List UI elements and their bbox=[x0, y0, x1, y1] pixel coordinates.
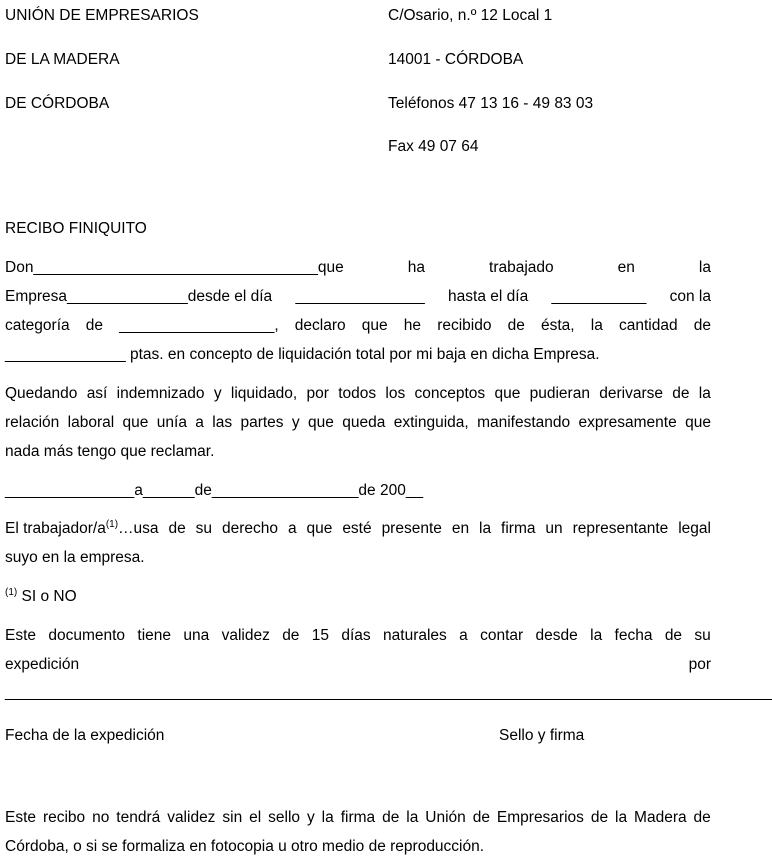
word: por bbox=[688, 656, 711, 673]
word: __________________, bbox=[119, 317, 279, 334]
word: Madera bbox=[634, 809, 687, 826]
word: en bbox=[451, 520, 470, 537]
word: de bbox=[382, 809, 400, 826]
paragraph-line bbox=[5, 379, 711, 408]
org-name-line-3: DE CÓRDOBA bbox=[5, 95, 110, 112]
word: _______________ bbox=[295, 288, 425, 305]
word: de bbox=[693, 809, 711, 826]
footnote-text: SI o NO bbox=[17, 588, 77, 605]
word: laboral bbox=[67, 414, 115, 431]
word: una bbox=[183, 627, 210, 644]
word: su bbox=[195, 520, 213, 537]
word: 15 bbox=[311, 627, 330, 644]
word: un bbox=[545, 520, 563, 537]
word: que bbox=[685, 414, 711, 431]
word-text: El trabajador/a bbox=[5, 520, 106, 537]
footnote-mark: (1) bbox=[105, 519, 119, 530]
place-date-line: _______________a______de_________________de 200__ bbox=[5, 482, 424, 499]
word: de bbox=[664, 627, 683, 644]
word: Este bbox=[5, 809, 37, 826]
word: pudieran bbox=[529, 385, 590, 402]
word: Empresa______________desde el día bbox=[5, 288, 273, 305]
word: sin bbox=[222, 809, 243, 826]
word: todos bbox=[338, 385, 377, 402]
word: la bbox=[406, 809, 419, 826]
paragraph-closing bbox=[5, 803, 711, 861]
word: legal bbox=[678, 520, 711, 537]
word: ___________ bbox=[551, 288, 647, 305]
word: presente bbox=[381, 520, 442, 537]
word: ha bbox=[407, 259, 426, 276]
word: fecha bbox=[614, 627, 653, 644]
word: la bbox=[615, 809, 628, 826]
word: queda bbox=[342, 414, 386, 431]
seal-signature-label: Sello y firma bbox=[499, 727, 585, 744]
word: a bbox=[287, 520, 297, 537]
signature-rule: _________________________________________________________________________________________ bbox=[5, 684, 772, 701]
word: firma bbox=[340, 809, 376, 826]
word: hasta el día bbox=[448, 288, 529, 305]
word: los bbox=[385, 385, 406, 402]
word: declaro bbox=[294, 317, 346, 334]
footnote bbox=[5, 588, 77, 606]
word: días bbox=[341, 627, 371, 644]
word: no bbox=[92, 809, 110, 826]
paragraph-representative bbox=[5, 514, 711, 572]
word: he bbox=[403, 317, 422, 334]
word: manifestando bbox=[477, 414, 571, 431]
word: que bbox=[494, 385, 521, 402]
paragraph-line bbox=[5, 253, 711, 282]
paragraph-line bbox=[5, 514, 711, 543]
paragraph-employment bbox=[5, 253, 711, 369]
word: por bbox=[306, 385, 329, 402]
paragraph-line: nada más tengo que reclamar. bbox=[5, 443, 215, 460]
word: validez bbox=[221, 627, 270, 644]
word-text: …usa bbox=[118, 520, 159, 537]
word: a bbox=[459, 627, 468, 644]
word: documento bbox=[48, 627, 126, 644]
paragraph-line: Córdoba, o si se formaliza en fotocopia u otro medio de reproducción. bbox=[5, 838, 485, 855]
word: extinguida, bbox=[393, 414, 469, 431]
org-name-line-2: DE LA MADERA bbox=[5, 51, 120, 68]
word: derecho bbox=[221, 520, 278, 537]
word: y bbox=[306, 809, 315, 826]
word: y bbox=[291, 414, 300, 431]
word: sello bbox=[268, 809, 301, 826]
word: la bbox=[698, 259, 711, 276]
word: tiene bbox=[137, 627, 172, 644]
document-title: RECIBO FINIQUITO bbox=[5, 220, 147, 237]
footnote-mark: (1) bbox=[5, 587, 18, 598]
paragraph-line bbox=[5, 311, 711, 340]
word: trabajado bbox=[489, 259, 554, 276]
word: de bbox=[693, 317, 711, 334]
org-postal-city: 14001 - CÓRDOBA bbox=[388, 51, 524, 68]
word: unía bbox=[156, 414, 187, 431]
word: indemnizado bbox=[116, 385, 205, 402]
word: a bbox=[195, 414, 204, 431]
word: la bbox=[590, 317, 603, 334]
word: Quedando bbox=[5, 385, 78, 402]
org-name-line-1: UNIÓN DE EMPRESARIOS bbox=[5, 7, 199, 24]
word: su bbox=[694, 627, 711, 644]
word: Este bbox=[5, 627, 37, 644]
word: las bbox=[212, 414, 233, 431]
word: categoría bbox=[5, 317, 70, 334]
word: que bbox=[306, 520, 333, 537]
paragraph-line bbox=[5, 621, 711, 650]
word: de bbox=[168, 520, 186, 537]
word: partes bbox=[240, 414, 284, 431]
word: representante bbox=[572, 520, 669, 537]
word: de bbox=[590, 809, 609, 826]
word: expresamente bbox=[578, 414, 677, 431]
paragraph-line bbox=[5, 408, 711, 437]
org-fax: Fax 49 07 64 bbox=[388, 138, 479, 155]
paragraph-line bbox=[5, 803, 711, 832]
org-phones: Teléfonos 47 13 16 - 49 83 03 bbox=[388, 95, 594, 112]
word: la bbox=[479, 520, 492, 537]
word: que bbox=[122, 414, 149, 431]
word: de bbox=[672, 385, 690, 402]
org-address: C/Osario, n.º 12 Local 1 bbox=[388, 7, 553, 24]
word: de bbox=[507, 317, 525, 334]
word: derivarse bbox=[599, 385, 663, 402]
paragraph-line: suyo en la empresa. bbox=[5, 549, 145, 566]
paragraph-settlement bbox=[5, 379, 711, 466]
word: naturales bbox=[383, 627, 447, 644]
word: de bbox=[282, 627, 300, 644]
word: desde bbox=[535, 627, 578, 644]
word: la bbox=[698, 385, 711, 402]
word: recibo bbox=[42, 809, 86, 826]
paragraph-line bbox=[5, 650, 711, 679]
word: expedición bbox=[5, 656, 80, 673]
word: liquidado, bbox=[230, 385, 298, 402]
paragraph-line bbox=[5, 282, 711, 311]
word: así bbox=[86, 385, 108, 402]
word: con la bbox=[669, 288, 711, 305]
word: de bbox=[85, 317, 104, 334]
word: conceptos bbox=[414, 385, 486, 402]
word: contar bbox=[480, 627, 524, 644]
word: de bbox=[472, 809, 490, 826]
word: en bbox=[617, 259, 635, 276]
word: recibido bbox=[437, 317, 492, 334]
word: tendrá bbox=[116, 809, 161, 826]
word: firma bbox=[501, 520, 536, 537]
issue-date-label: Fecha de la expedición bbox=[5, 727, 165, 744]
word: el bbox=[249, 809, 262, 826]
word: que bbox=[361, 317, 388, 334]
word: ésta, bbox=[541, 317, 575, 334]
word bbox=[5, 514, 159, 543]
word: Don_________________________________que bbox=[5, 259, 344, 276]
word: la bbox=[321, 809, 334, 826]
word: la bbox=[590, 627, 603, 644]
paragraph-validity bbox=[5, 621, 711, 679]
paragraph-line: ______________ ptas. en concepto de liquidación total por mi baja en dicha Empresa. bbox=[5, 346, 600, 363]
word: Unión bbox=[425, 809, 466, 826]
word: que bbox=[308, 414, 334, 431]
word: Empresarios bbox=[496, 809, 584, 826]
word: relación bbox=[5, 414, 60, 431]
word: validez bbox=[167, 809, 216, 826]
word: y bbox=[213, 385, 222, 402]
word: esté bbox=[342, 520, 372, 537]
word: cantidad bbox=[618, 317, 678, 334]
